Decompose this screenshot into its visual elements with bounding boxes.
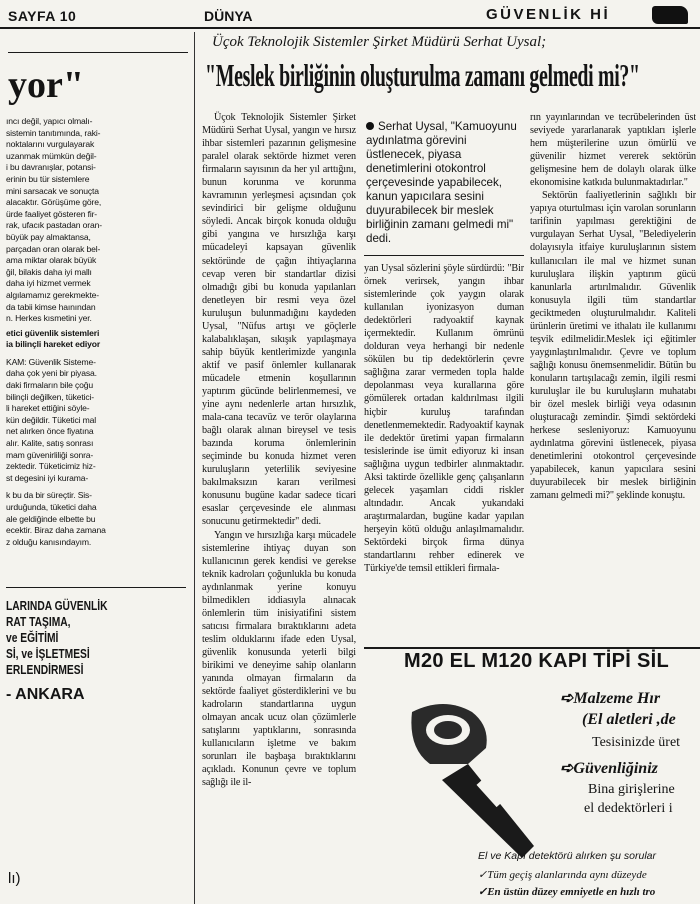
left-column-divider [194, 32, 195, 904]
ad-bullet-1: ✓Tüm geçiş alanlarında aynı düzeyde [478, 869, 647, 881]
left-kam-line: alır. Kalite, satış sonrası [6, 438, 94, 449]
left-body-line: ürde faaliyet gösteren fir- [6, 208, 98, 219]
col1-para-2: Yangın ve hırsızlığa karşı mücadele sistemlerine ihtiyaç duyan son kullanıcının gerek kendisi ve gerekse teknik kadroları çoğunlukla bu konuda aydınlanmak yerine konuyu bilmediklerı iddiasıyla alınacak önlemlerin tüm inisiyatifini sistem satıcısı firmalara bıraktıklarını adeta teslim olduklarını ifade eden Uysal, güvenlik konusunda yeterli bilgi birikimi ve deneyime sahip olanların yanında olmayan firmaların da sektörde faaliyet gösterdiklerini ve bu kadroların standartlarına uygun olmayan ancak ucuz olan çözümlerle satışlarını yaptıklarını, sonrasında kullanıcıların işletme ve bakım sorunları ile başbaşa bıraktıklarını açıkladı. Konunun çevre ve toplum sağlığı ile il- [202, 529, 356, 789]
left-body-line: sistemin tanıtımında, raki- [6, 127, 101, 138]
pull-quote-rule [364, 255, 524, 256]
article-col-1 [202, 111, 356, 904]
left-headline-fragment: yor" [8, 64, 84, 106]
left-kam-line: zektedir. Tüketicimiz hiz- [6, 461, 96, 472]
bullet-icon [366, 122, 374, 130]
left-kam-line: daha çok yeni bir piyasa. [6, 368, 97, 379]
left-body-line: mini sarsacak ve sonuçta [6, 185, 99, 196]
ad-tesisinizde: Tesisinizde üret [592, 735, 681, 750]
left-body-line: i bu davranışlar, potansi- [6, 162, 96, 173]
arrow-icon: ➪ [560, 760, 574, 777]
left-bottom-fragment: lı) [8, 870, 21, 887]
left-body-line: uzanmak mümkün değil- [6, 150, 97, 161]
section-name: DÜNYA [204, 8, 253, 24]
left-body-line: rak, ufacık pastadan oran- [6, 220, 102, 231]
left-body-line: ğil, bilakis daha iyi mallı [6, 266, 92, 277]
logo-blot [652, 6, 688, 24]
left-body [6, 116, 192, 548]
arrow-icon: ➪ [560, 690, 574, 707]
left-end-line: ale geldiğinde elbette bu [6, 513, 96, 524]
left-kam-line: bilinçli değilken, tüketici- [6, 391, 94, 402]
left-top-rule [8, 52, 188, 53]
pull-quote: Serhat Uysal, "Kamuoyunu aydınlatma görevini üstlenecek, piyasa denetimlerini otokontrol çerçevesinde yapabilecek, kanun yapıcılara sesini duyurabilecek bir meslek birliğinin zamanı gelmedi mi" dedi. [366, 120, 517, 245]
ad-title: M20 EL M120 KAPI TİPİ SİL [404, 650, 669, 672]
left-body-line: n. Herkes kısmetini yer. [6, 313, 92, 324]
check-icon: ✓ [478, 869, 488, 881]
left-bold-subhead: etici güvenlik sistemleri ia bilinçli hareket ediyor [6, 327, 101, 350]
left-body-line: ama miktar olarak büyük [6, 255, 97, 266]
header-rule [0, 27, 700, 29]
col2-para-1: yan Uysal sözlerini şöyle sürdürdü: "Bir örnek verirsek, yangın ihbar sistemlerinde çok yaygın olarak kullanılan iyonizasyon duman dedektörleri radyoaktif kaynak içermektedir. Kullanım ömrünü dolduran veya herhangi bir nedenle sökülen bu tip dedektörlerin çevre sağlığına zarar vermeden topla halde depolanması veya kurallarına göre gömülerek ortadan kaldırılması ilgili hiçbir kuruluş tarafından denetlenmemektedir. Radyoaktif kaynak ile dedektör üretimi yapan firmaların tesislerinde ise ümit ediyoruz ki insan sağlığına uygun tedbirler alınmaktadır. Aksi taktirde özellikle genç çalışanların gelecek yaşamları ciddi riskler altındadır. Ancak yukarıdaki araştırmalardan, bugüne kadar yapılan herşeyin kötü olduğu anlaşılmamalıdır. Sektördeki birçok firma dünya standartlarını rehber edinerek ve Türkiye'de temsil ettikleri firmala- [364, 263, 524, 575]
left-ad-city: - ANKARA [6, 686, 85, 703]
ad-guvenliginiz: ➪Güvenliğiniz [560, 760, 658, 777]
left-kam-line: st degesini iyi kurama- [6, 472, 89, 483]
left-body-line: alacaktır. Görüşüme göre, [6, 197, 102, 208]
left-body-line: parçadan oran olarak bel- [6, 243, 101, 254]
col3-para-1: rın yayınlarından ve tecrübelerinden üst seviyede yararlanarak yaptıkları işlerle hem müşterilerine uzun ömürlü ve güvenilir hizmet vererek sektörün gelişmesine hem de dolaylı olarak ülke ekonomisine katkıda bulunmaktadırlar." [530, 112, 696, 189]
article-title: "Meslek birliğinin oluşturulma zamanı gelmedi mi?" [205, 57, 640, 93]
left-ad-rule [6, 587, 186, 588]
left-body-line: büyük pay almaktansa, [6, 231, 91, 242]
detector-illustration [372, 690, 552, 870]
ad-top-rule [364, 647, 700, 649]
left-end-line: z olduğu kanısındayım. [6, 536, 92, 547]
ad-bullet-2: ✓En üstün düzey emniyetle en hızlı tro [478, 886, 656, 898]
left-kam-line: li hareket ettiğini söyle- [6, 403, 90, 414]
left-end-line: ecektir. Biraz daha zamana [6, 525, 106, 536]
left-body-line: noktalarını vurgulayarak [6, 139, 95, 150]
left-kam-line: KAM: Güvenlik Sisteme- [6, 356, 96, 367]
page-number: SAYFA 10 [8, 8, 77, 24]
check-icon: ✓ [478, 886, 488, 898]
left-ad: LARINDA GÜVENLİK RAT TAŞIMA, ve EĞİTİMİ Sİ, ve İŞLETMESİ ERLENDİRMESİ [6, 599, 108, 677]
col1-para-1: Üçok Teknolojik Sistemler Şirket Müdürü Serhat Uysal, yangın ve hırsız ihbar sistemleri pazarının gelişmesine paralel olarak sektörde hizmet veren firmaların sayısının da her yıl arttığını, bunun korunma ve korunma kavramının yerleşmesi açısından çok sevindirici bir gelişme olduğunu söyledi. Ancak birçok konuda olduğu gibi yangına ve hırsızlığa karşı mücadeleyi kapsayan güvenlik sektöründe de çağın ihtiyaçlarına cevap veren bir standartlar dizisi olmadığı gibi bu konuda yapılanları denetleyen bir resmi veya özel kuruluşun bulunmadığını kaydeden Uysal, "Nüfus artışı ve göçlerle kalabalıklaşan, sıkışık yapılaşmaya sahip büyük kentlerimizde yangınla aktif ve pasif önlemler kullanarak mücadele etmenin koşullarının yaptırım gücünde belirlenmemesi, ve yine aynı nedenlerle artan hırsızlık, mala-cana tecavüz ve terör olaylarına bağlı olarak alınan bireysel ve tesis bazında koruma önlemlerinin seçiminde bu konuda hizmet veren kuruluşların yeterlilik seviyesine bakılmaksızın kararı verilmesi konusunu bugüne kadar sadece ticari esaslar çerçevesinde ele alınması sonucunu getirmektedir" dedi. [202, 112, 356, 528]
ad-el-dedektor: el dedektörleri i [584, 801, 673, 816]
left-body-line: da tabii kimse haınından [6, 301, 96, 312]
left-body-line: ıncı değil, yapıcı olmalı- [6, 116, 93, 126]
ad-el-aletleri: (El aletleri ,de [582, 711, 676, 728]
section-tab: GÜVENLİK Hİ [486, 6, 611, 23]
article-col-2 [364, 262, 524, 644]
left-end-line: k bu da bir süreçtir. Sis- [6, 490, 92, 501]
left-body-line: daha iyi hizmet vermek [6, 278, 91, 289]
article-kicker: Üçok Teknolojik Sistemler Şirket Müdürü Serhat Uysal; [212, 34, 547, 50]
ad-malzeme: ➪Malzeme Hır [560, 690, 661, 707]
col3-para-2: Sektörün faaliyetlerinin sağlıklı bir yapıya oturtulması için varolan sorunların tarifinin yapılması gerektiğini de vurgulayan Serhat Uysal, "Belediyelerin dolayısıyla itfaiye kuruluşlarının sistem kullanıcıları ile mal ve hizmet sunan kuruluşlara ilişkin yaptırım gücü kanunlarla artırılmalıdır. Güvenlik konusuyla ilgili tüm standartlar geciktmeden oluşturulmalıdır. Kaliteli ürünlerin üretimi ve ithalatı ile kullanımı teşvik edilmelidir.Meslek içi eğitimler yaygınlaştırılmalıdır. Çevre ve toplum sağlığı konusu önemsenmelidir. Bütün bu konuların tartışılacağı zemin, ilgili resmi kuruluşlar ile bu kuruluşların muhatabı bir özel meslek birliği veya odasının oluşturacağı zemindir. Şimdi sektördeki herkese sesleniyoruz: Kamuoyunu aydınlatma görevini üstlenecek, piyasa denetimlerini otokontrol çerçevesinde yapabilecek, kanun yapıcılara sesini duyurabilecek bir meslek birliğinin zamanı gelmedi mi?" şeklinde konuştu. [530, 190, 696, 502]
left-kam-line: net alırken önce fiyatına [6, 426, 94, 437]
left-kam-line: daki firmaların bile çoğu [6, 380, 94, 391]
left-kam-line: kün değildir. Tüketici mal [6, 414, 97, 425]
ad-bina: Bina girişlerine [588, 782, 675, 797]
left-kam-line: mam güvenirliliği sonra- [6, 449, 94, 460]
ad-question: El ve Kapı detektörü alırken şu sorular [478, 850, 657, 862]
left-body-line: algılamamız gerekmekte- [6, 289, 100, 300]
article-col-3 [530, 111, 696, 645]
left-body-line: erinin bu tür sistemlere [6, 173, 90, 184]
left-end-line: urduğunda, tüketici daha [6, 502, 97, 512]
